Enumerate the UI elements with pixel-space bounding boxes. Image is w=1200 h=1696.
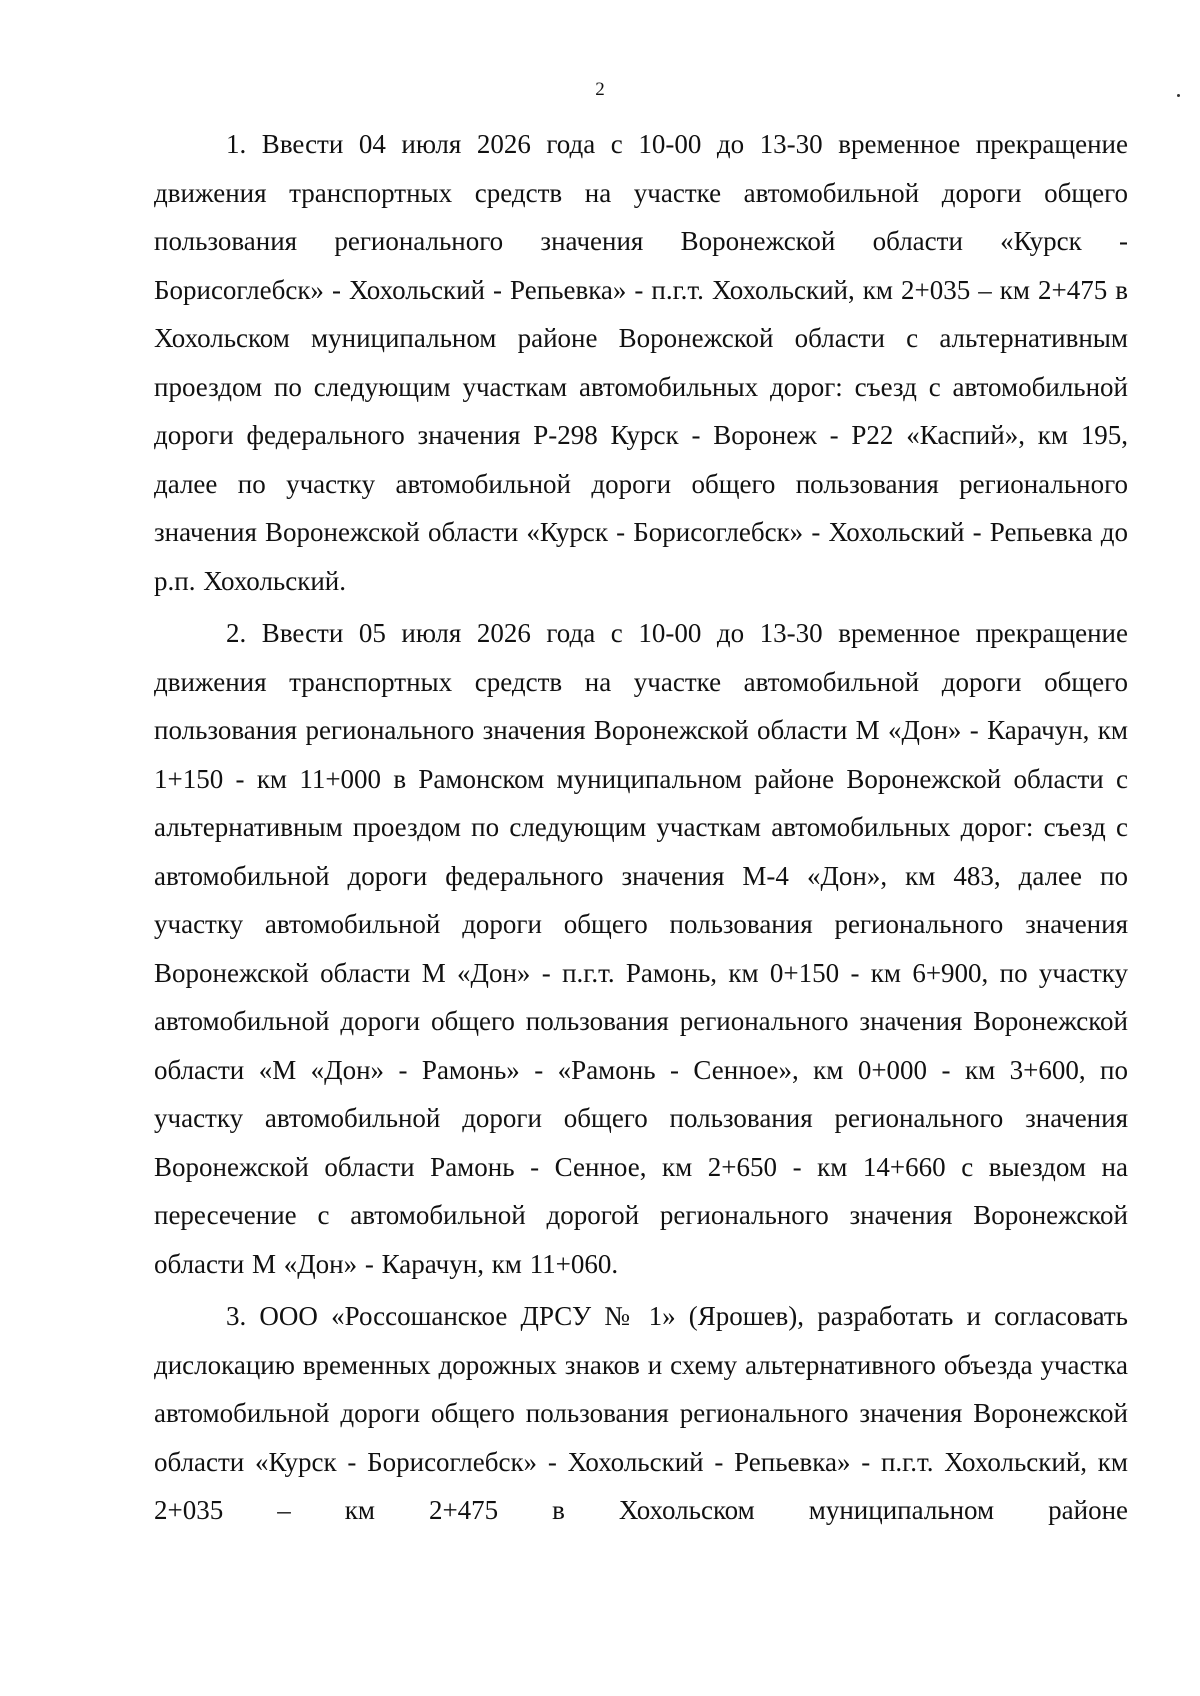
page-number: 2: [595, 79, 605, 100]
scan-speck: [1177, 94, 1180, 97]
paragraph-3: 3. ООО «Россошанское ДРСУ № 1» (Ярошев), разработать и согласовать дислокацию временных дорожных знаков и схему альтернативного объезда участка автомобильной дороги общего пользования регионального значения Воронежской области «Курск - Борисоглебск» - Хохольский - Репьевка» - п.г.т. Хохольский, км 2+035 – км 2+475 в Хохольском муниципальном районе: [154, 1301, 1128, 1525]
paragraph-2: 2. Ввести 05 июля 2026 года с 10-00 до 13-30 временное прекращение движения транспортных средств на участке автомобильной дороги общего пользования регионального значения Воронежской области М «Дон» - Карачун, км 1+150 - км 11+000 в Рамонском муниципальном районе Воронежской области с альтернативным проездом по следующим участкам автомобильных дорог: съезд с автомобильной дороги федерального значения М-4 «Дон», км 483, далее по участку автомобильной дороги общего пользования регионального значения Воронежской области М «Дон» - п.г.т. Рамонь, км 0+150 - км 6+900, по участку автомобильной дороги общего пользования регионального значения Воронежской области «М «Дон» - Рамонь» - «Рамонь - Сенное», км 0+000 - км 3+600, по участку автомобильной дороги общего пользования регионального значения Воронежской области Рамонь - Сенное, км 2+650 - км 14+660 с выездом на пересечение с автомобильной дорогой регионального значения Воронежской области М «Дон» - Карачун, км 11+060.: [154, 618, 1128, 1279]
document-body: [154, 120, 1128, 1535]
paragraph-1: 1. Ввести 04 июля 2026 года с 10-00 до 13-30 временное прекращение движения транспортных средств на участке автомобильной дороги общего пользования регионального значения Воронежской области «Курск - Борисоглебск» - Хохольский - Репьевка» - п.г.т. Хохольский, км 2+035 – км 2+475 в Хохольском муниципальном районе Воронежской области с альтернативным проездом по следующим участкам автомобильных дорог: съезд с автомобильной дороги федерального значения Р-298 Курск - Воронеж - Р22 «Каспий», км 195, далее по участку автомобильной дороги общего пользования регионального значения Воронежской области «Курск - Борисоглебск» - Хохольский - Репьевка до р.п. Хохольский.: [154, 129, 1128, 596]
